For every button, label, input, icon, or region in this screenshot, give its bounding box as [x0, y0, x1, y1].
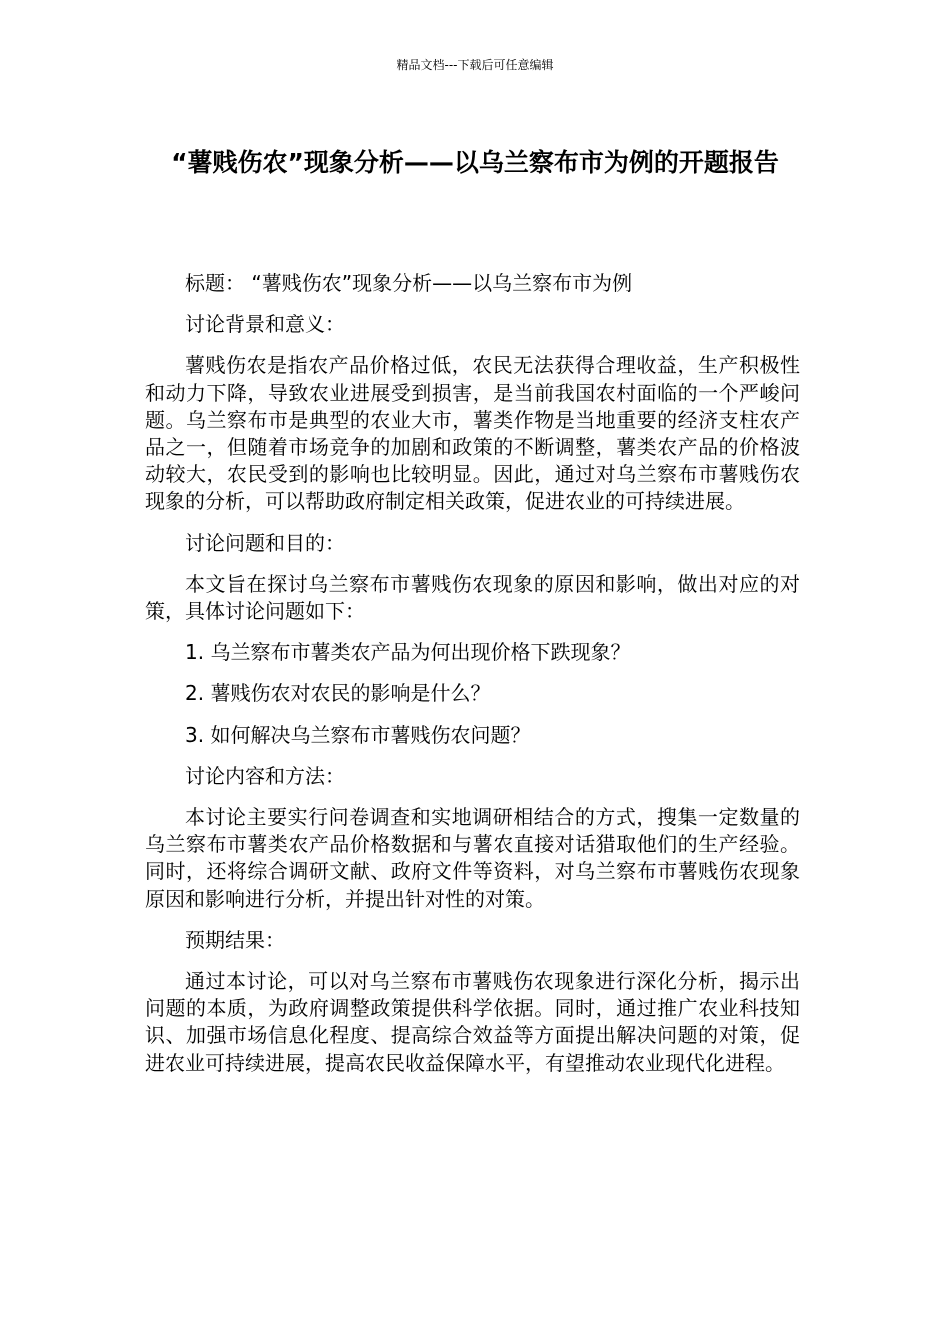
results-paragraph: 通过本讨论，可以对乌兰察布市薯贱伤农现象进行深化分析，揭示出问题的本质，为政府调整政策提供科学依据。同时，通过推广农业科技知识、加强市场信息化程度、提高综合效益等方面提出解决问题的对策，促进农业可持续进展，提高农民收益保障水平，有望推动农业现代化进程。: [145, 969, 800, 1075]
page-header: 精品文档---下载后可任意编辑: [396, 58, 554, 72]
background-paragraph: 薯贱伤农是指农产品价格过低，农民无法获得合理收益，生产积极性和动力下降，导致农业进展受到损害，是当前我国农村面临的一个严峻问题。乌兰察布市是典型的农业大市，薯类作物是当地重要的经济支柱农产品之一，但随着市场竞争的加剧和政策的不断调整，薯类农产品的价格波动较大，农民受到的影响也比较明显。因此，通过对乌兰察布市薯贱伤农现象的分析，可以帮助政府制定相关政策，促进农业的可持续进展。: [145, 353, 800, 514]
document-body: [145, 270, 800, 1091]
question-item-3: 3. 如何解决乌兰察布市薯贱伤农问题？: [185, 722, 531, 747]
topic-line: [145, 270, 800, 297]
methods-paragraph: 本讨论主要实行问卷调查和实地调研相结合的方式，搜集一定数量的乌兰察布市薯类农产品价格数据和与薯农直接对话猎取他们的生产经验。同时，还将综合调研文献、政府文件等资料，对乌兰察布市薯贱伤农现象原因和影响进行分析，并提出针对性的对策。: [145, 805, 800, 911]
background-heading: 讨论背景和意义：: [185, 312, 345, 337]
methods-heading: 讨论内容和方法：: [185, 763, 345, 788]
topic-value: “薯贱伤农”现象分析——以乌兰察布市为例: [251, 271, 633, 295]
results-heading: 预期结果：: [185, 927, 285, 952]
questions-intro-paragraph: 本文旨在探讨乌兰察布市薯贱伤农现象的原因和影响，做出对应的对策，具体讨论问题如下：: [145, 571, 800, 624]
document-title: “薯贱伤农”现象分析——以乌兰察布市为例的开题报告: [171, 148, 779, 177]
question-item-1: 1. 乌兰察布市薯类农产品为何出现价格下跌现象？: [185, 640, 631, 665]
topic-label: 标题：: [185, 271, 245, 295]
questions-heading: 讨论问题和目的：: [185, 530, 345, 555]
question-item-2: 2. 薯贱伤农对农民的影响是什么？: [185, 681, 491, 706]
